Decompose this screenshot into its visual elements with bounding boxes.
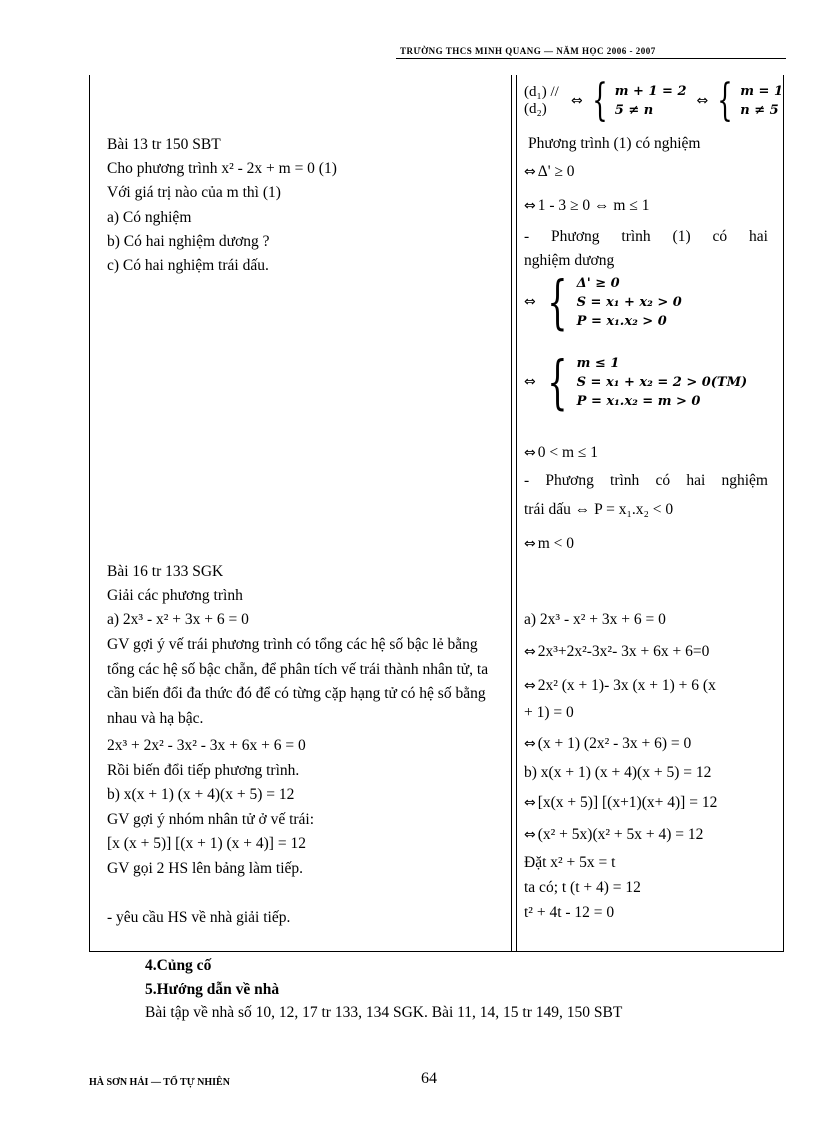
brace-icon: {: [717, 75, 733, 126]
equivalence-icon: ⇔: [524, 644, 536, 660]
consolidation-heading: 4.Củng cố: [145, 957, 212, 974]
lesson-table: [89, 75, 784, 952]
m-negative-text: m < 0: [537, 535, 575, 552]
opposite-sign-line2: trái dấu ⇔ P = x₁.x₂ < 0: [524, 501, 674, 518]
bai13-part-c: c) Có hai nghiệm trái dấu.: [107, 257, 269, 274]
expanded-polynomial: 2x³ + 2x² - 3x² - 3x + 6x + 6 = 0: [107, 737, 306, 754]
range-result: [524, 443, 598, 463]
homework-heading: 5.Hướng dẫn về nhà: [145, 981, 280, 998]
brace-icon: {: [592, 75, 608, 126]
part-b-step1-text: [x(x + 5)] [(x+1)(x+ 4)] = 12: [537, 794, 718, 811]
delta-condition: [524, 162, 575, 182]
substitution: Đặt x² + 5x = t: [524, 854, 616, 871]
grouped-equation: [x (x + 5)] [(x + 1) (x + 4)] = 12: [107, 835, 306, 852]
system-row: 5 ≠ n: [614, 103, 654, 118]
system-row: m = 1: [740, 84, 783, 99]
two-positive-line2: nghiệm dương: [524, 252, 615, 269]
part-b-step2-text: (x² + 5x)(x² + 5x + 4) = 12: [537, 826, 704, 843]
system-row: m ≤ 1: [576, 355, 620, 371]
equivalence-icon: ⇔: [524, 374, 536, 390]
quadratic-in-t: t² + 4t - 12 = 0: [524, 904, 615, 921]
right-part-a: a) 2x³ - x² + 3x + 6 = 0: [524, 611, 666, 628]
system-row: Δ' ≥ 0: [576, 275, 620, 291]
author-footer: HÀ SƠN HẢI — TỔ TỰ NHIÊN: [89, 1077, 230, 1088]
column-divider: [511, 75, 517, 951]
substituted-equation: ta có; t (t + 4) = 12: [524, 879, 641, 896]
system-row: S = x₁ + x₂ = 2 > 0(TM): [576, 374, 748, 390]
delta-solve: [524, 196, 649, 216]
page-header: TRƯỜNG THCS MINH QUANG — NĂM HỌC 2006 - 2007: [400, 46, 656, 56]
right-part-b: b) x(x + 1) (x + 4)(x + 5) = 12: [524, 764, 712, 781]
system-row: n ≠ 5: [740, 103, 779, 118]
part-a-step3-text: (x + 1) (2x² - 3x + 6) = 0: [537, 735, 692, 752]
delta-text: Δ' ≥ 0: [537, 163, 575, 180]
equivalence-icon: ⇔: [524, 164, 536, 180]
system-row: S = x₁ + x₂ > 0: [576, 294, 682, 310]
brace-icon: {: [547, 268, 568, 336]
page-number: 64: [421, 1070, 437, 1087]
delta-solve-text: 1 - 3 ≥ 0 ⇔ m ≤ 1: [537, 197, 650, 214]
equivalence-icon: ⇔: [524, 678, 536, 694]
part-a-step1-text: 2x³+2x²-3x²- 3x + 6x + 6=0: [537, 643, 710, 660]
continue-text: Rồi biến đổi tiếp phương trình.: [107, 762, 300, 779]
part-a-step1: [524, 642, 709, 662]
part-a-step2-text: 2x² (x + 1)- 3x (x + 1) + 6 (x: [537, 677, 716, 694]
system-row: m + 1 = 2: [614, 84, 687, 99]
gv-hint: GV gợi ý vế trái phương trình có tổng các hệ số bậc lẻ bằng tổng các hệ số bậc chẵn, để phân tích vế trái thành nhân tử, ta cần biến đổi đa thức đó để có từng cặp hạng tử có hệ số bằng nhau và hạ bậc.: [107, 636, 489, 727]
part-a-step2: [524, 676, 716, 696]
equivalence-icon: ⇔: [524, 795, 536, 811]
part-b-step1: [524, 793, 717, 813]
bai16-question: Giải các phương trình: [107, 587, 243, 604]
bai16-part-a: a) 2x³ - x² + 3x + 6 = 0: [107, 611, 249, 628]
system-row: P = x₁.x₂ = m > 0: [576, 393, 701, 409]
equivalence-icon: ⇔: [571, 93, 583, 109]
gv-group-hint: GV gợi ý nhóm nhân tử ở vế trái:: [107, 811, 315, 828]
bai13-question-2: Với giá trị nào của m thì (1): [107, 184, 281, 201]
bai16-title: Bài 16 tr 133 SGK: [107, 563, 224, 580]
gv-call-students: GV gọi 2 HS lên bảng làm tiếp.: [107, 860, 304, 877]
equivalence-icon: ⇔: [696, 93, 709, 109]
part-a-step2-cont: + 1) = 0: [524, 704, 574, 721]
opposite-sign-line1: - Phương trình có hai nghiệm: [524, 472, 768, 489]
equivalence-icon: ⇔: [524, 294, 536, 310]
equivalence-icon: ⇔: [524, 736, 536, 752]
equivalence-icon: ⇔: [524, 827, 536, 843]
vieta-system-1: [524, 268, 682, 336]
equivalence-icon: ⇔: [524, 198, 536, 214]
header-rule: [396, 58, 786, 59]
bai13-part-b: b) Có hai nghiệm dương ?: [107, 233, 270, 250]
system-row: P = x₁.x₂ > 0: [576, 313, 667, 329]
bai13-question: Cho phương trình x² - 2x + m = 0 (1): [107, 160, 337, 177]
part-b-step2: [524, 825, 703, 845]
homework-request: - yêu cầu HS về nhà giải tiếp.: [107, 909, 291, 926]
two-positive-line1: - Phương trình (1) có hai: [524, 228, 768, 245]
homework-list: Bài tập về nhà số 10, 12, 17 tr 133, 134 SGK. Bài 11, 14, 15 tr 149, 150 SBT: [145, 1004, 623, 1021]
parallel-condition: [524, 75, 783, 126]
m-negative: [524, 534, 574, 554]
equivalence-icon: ⇔: [524, 536, 536, 552]
equivalence-icon: ⇔: [524, 445, 536, 461]
brace-icon: {: [547, 348, 568, 416]
bai16-part-b: b) x(x + 1) (x + 4)(x + 5) = 12: [107, 786, 295, 803]
bai13-title: Bài 13 tr 150 SBT: [107, 136, 221, 153]
vieta-system-2: [524, 348, 748, 416]
range-text: 0 < m ≤ 1: [537, 444, 599, 461]
has-root-text: Phương trình (1) có nghiệm: [528, 135, 701, 152]
parallel-label: (d₁) // (d₂): [524, 84, 559, 117]
part-a-step3: [524, 734, 691, 754]
bai13-part-a: a) Có nghiệm: [107, 209, 192, 226]
